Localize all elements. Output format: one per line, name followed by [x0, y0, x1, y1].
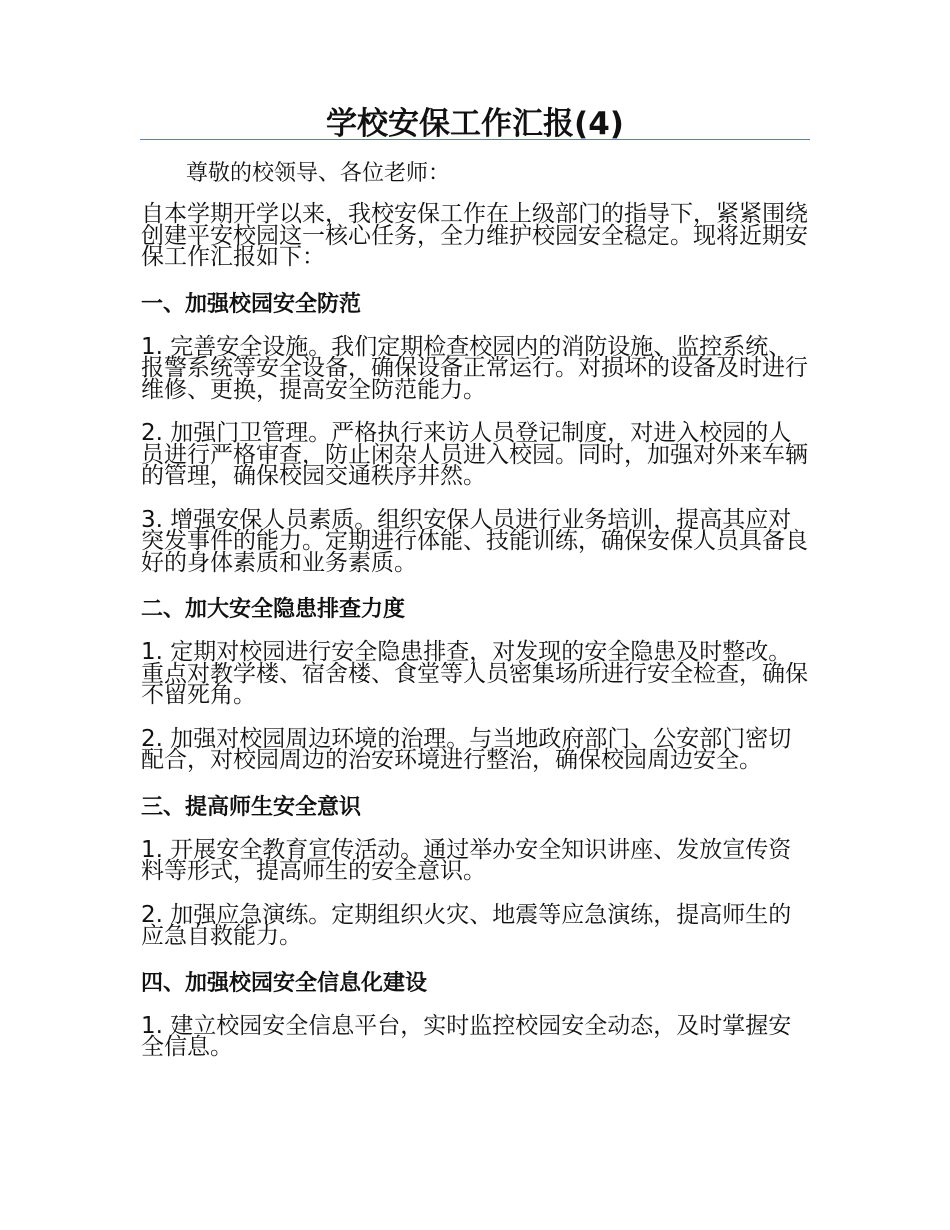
section-heading: 四、加强校园安全信息化建设	[141, 970, 428, 996]
intro-paragraph: 自本学期开学以来，我校安保工作在上级部门的指导下，紧紧围绕创建平安校园这一核心任务，全力维护校园安全稳定。现将近期安保工作汇报如下：	[141, 201, 808, 270]
section-item: 2. 加强应急演练。定期组织火灾、地震等应急演练，提高师生的应急自救能力。	[141, 901, 792, 949]
section-item: 1. 开展安全教育宣传活动。通过举办安全知识讲座、发放宣传资料等形式，提高师生的安全意识。	[141, 836, 792, 884]
section-item: 3. 增强安保人员素质。组织安保人员进行业务培训，提高其应对突发事件的能力。定期进行体能、技能训练，确保安保人员具备良好的身体素质和业务素质。	[141, 506, 808, 576]
section-item: 1. 建立校园安全信息平台，实时监控校园安全动态，及时掌握安全信息。	[141, 1012, 792, 1060]
title-underline	[140, 139, 810, 140]
section-heading: 一、加强校园安全防范	[141, 291, 362, 317]
section-item: 2. 加强对校园周边环境的治理。与当地政府部门、公安部门密切配合，对校园周边的治安环境进行整治，确保校园周边安全。	[141, 725, 792, 773]
section-heading: 三、提高师生安全意识	[141, 794, 362, 820]
section-item: 2. 加强门卫管理。严格执行来访人员登记制度，对进入校园的人员进行严格审查，防止闲杂人员进入校园。同时，加强对外来车辆的管理，确保校园交通秩序井然。	[141, 420, 808, 489]
document-body	[141, 201, 811, 1081]
section-heading: 二、加大安全隐患排查力度	[141, 597, 406, 622]
section-item: 1. 完善安全设施。我们定期检查校园内的消防设施、监控系统、报警系统等安全设备，确保设备正常运行。对损坏的设备及时进行维修、更换，提高安全防范能力。	[141, 333, 808, 403]
document-title: 学校安保工作汇报(4)	[326, 106, 624, 142]
greeting: 尊敬的校领导、各位老师：	[186, 161, 451, 186]
section-item: 1. 定期对校园进行安全隐患排查，对发现的安全隐患及时整改。重点对教学楼、宿舍楼、食堂等人员密集场所进行安全检查，确保不留死角。	[141, 639, 808, 708]
